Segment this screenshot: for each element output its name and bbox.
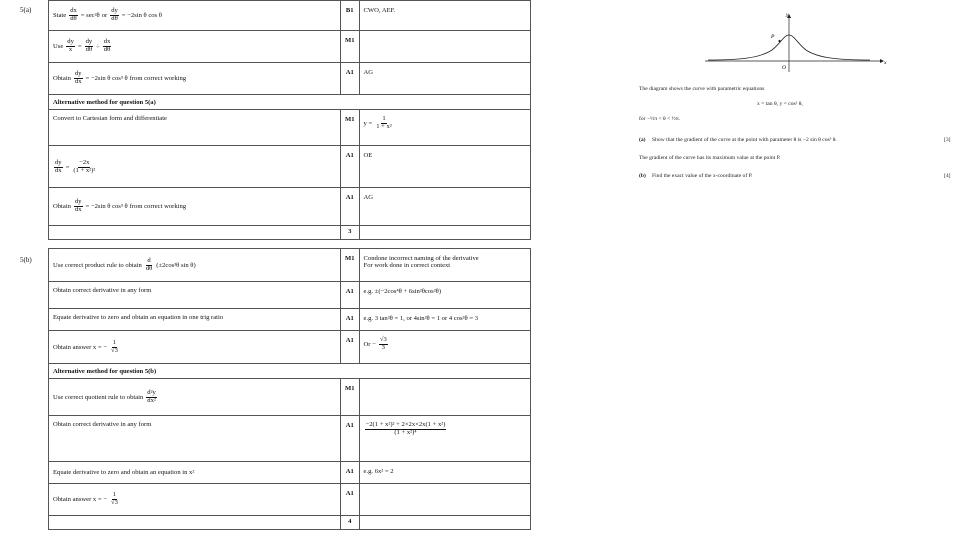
answer-cell: Obtain correct derivative in any form — [49, 416, 341, 462]
table-row — [49, 331, 531, 364]
part-b-label: (b) — [639, 173, 646, 179]
part-b-marks: [4] — [944, 173, 951, 179]
question-intro: The diagram shows the curve with parametric equations — [639, 86, 765, 92]
mark-cell: A1 — [341, 146, 360, 188]
answer-cell: Use correct quotient rule to obtain $\frac{\text{d²y}}{\text{dx²}}$ — [49, 379, 341, 416]
table-row — [49, 95, 531, 110]
table-row — [49, 309, 531, 331]
guidance-cell: AG — [359, 63, 530, 95]
answer-cell: Obtain $\frac{dy}{dx}$ = −2sin θ cos³ θ from correct working — [49, 188, 341, 226]
answer-cell: Convert to Cartesian form and differentiate — [49, 110, 341, 146]
guidance-cell: OE — [359, 146, 530, 188]
answer-cell: Obtain answer x = − $\frac{1}{√3}$ — [49, 484, 341, 516]
guidance-cell: e.g. 6x² = 2 — [359, 462, 530, 484]
mark-cell: A1 — [341, 282, 360, 309]
alternative-method-heading: Alternative method for question 5(a) — [49, 95, 531, 110]
mark-cell: A1 — [341, 462, 360, 484]
guidance-cell: e.g. ±(−2cos⁴θ + 6sin²θcos²θ) — [359, 282, 530, 309]
answer-cell: Equate derivative to zero and obtain an equation in one trig ratio — [49, 309, 341, 331]
question-5b-label: 5(b) — [20, 256, 32, 264]
table-row — [49, 63, 531, 95]
mark-cell: A1 — [341, 63, 360, 95]
answer-cell: $\frac{dy}{dx}$ = $\frac{-2x}{\text{(1 + x²)²}}$ — [49, 146, 341, 188]
table-row — [49, 282, 531, 309]
alternative-method-heading: Alternative method for question 5(b) — [49, 364, 531, 379]
parametric-equations: x = tan θ, y = cos² θ, — [757, 101, 803, 107]
guidance-line: For work done in correct context — [363, 262, 451, 269]
table-row — [49, 484, 531, 516]
answer-cell: Obtain correct derivative in any form — [49, 282, 341, 309]
table-row — [49, 31, 531, 63]
table-row — [49, 516, 531, 530]
answer-cell: Equate derivative to zero and obtain an equation in x² — [49, 462, 341, 484]
answer-cell: Use correct product rule to obtain $\frac{d}{d\theta}$ (±2cos³θ sin θ) — [49, 249, 341, 282]
guidance-cell — [359, 379, 530, 416]
table-row — [49, 1, 531, 31]
table-row — [49, 364, 531, 379]
table-row — [49, 249, 531, 282]
mark-cell: A1 — [341, 416, 360, 462]
mark-cell: A1 — [341, 188, 360, 226]
answer-cell: State $\frac{dx}{d\theta}$ = sec²θ or $\frac{dy}{d\theta}$ = −2sin θ cos θ — [49, 1, 341, 31]
answer-cell: Obtain answer x = − $\frac{1}{√3}$ — [49, 331, 341, 364]
mark-cell: A1 — [341, 309, 360, 331]
table-row — [49, 188, 531, 226]
guidance-cell: Or − $\frac{√3}{3}$ — [359, 331, 530, 364]
mark-cell: M1 — [341, 379, 360, 416]
mark-cell: A1 — [341, 331, 360, 364]
total-marks: 4 — [341, 516, 360, 530]
mark-scheme-5b — [48, 248, 531, 530]
mark-cell: A1 — [341, 484, 360, 516]
table-row — [49, 416, 531, 462]
guidance-line: Condone incorrect naming of the derivative — [363, 255, 479, 262]
mark-cell: B1 — [341, 1, 360, 31]
parameter-range: for −½π < θ < ½π. — [639, 116, 681, 122]
guidance-cell — [359, 516, 530, 530]
point-p — [778, 40, 780, 42]
mark-cell: M1 — [341, 249, 360, 282]
guidance-cell: y = $\frac{1}{\text{1 + x²}}$ — [359, 110, 530, 146]
part-a-marks: [3] — [944, 137, 951, 143]
table-row — [49, 226, 531, 240]
curve-diagram — [700, 10, 890, 76]
guidance-cell: $\frac{\text{−2(1 + x²)² + 2×2x×2x(1 + x²)}}{\text{(1 + x²)⁴}}$ — [359, 416, 530, 462]
guidance-cell — [359, 31, 530, 63]
part-b-text: Find the exact value of the x-coordinate of P. — [652, 173, 753, 179]
table-row — [49, 379, 531, 416]
guidance-cell — [359, 249, 530, 282]
guidance-cell: CWO, AEF. — [359, 1, 530, 31]
part-a-text: Show that the gradient of the curve at the point with parameter θ is −2 sin θ cos³ θ. — [652, 137, 837, 143]
mark-cell: M1 — [341, 110, 360, 146]
table-row — [49, 146, 531, 188]
guidance-cell: AG — [359, 188, 530, 226]
point-p-label: P — [771, 34, 775, 40]
x-axis-label: x — [884, 60, 887, 66]
guidance-cell: e.g. 3 tan²θ = 1, or 4sin²θ = 1 or 4 cos²θ = 3 — [359, 309, 530, 331]
answer-cell: Obtain $\frac{dy}{dx}$ = −2sin θ cos³ θ from correct working — [49, 63, 341, 95]
question-mid-text: The gradient of the curve has its maximum value at the point P. — [639, 155, 781, 161]
total-marks: 3 — [341, 226, 360, 240]
guidance-cell — [359, 484, 530, 516]
answer-cell — [49, 516, 341, 530]
answer-cell — [49, 226, 341, 240]
answer-cell: Use $\frac{dy}{x}$ = $\frac{dy}{d\theta}$ ÷ $\frac{dx}{d\theta}$ — [49, 31, 341, 63]
question-5a-label: 5(a) — [20, 6, 32, 14]
guidance-cell — [359, 226, 530, 240]
table-row — [49, 462, 531, 484]
mark-scheme-5a — [48, 0, 531, 240]
part-a-label: (a) — [639, 137, 646, 143]
origin-label: O — [782, 65, 786, 71]
table-row — [49, 110, 531, 146]
y-axis-label: y — [786, 12, 789, 18]
mark-cell: M1 — [341, 31, 360, 63]
